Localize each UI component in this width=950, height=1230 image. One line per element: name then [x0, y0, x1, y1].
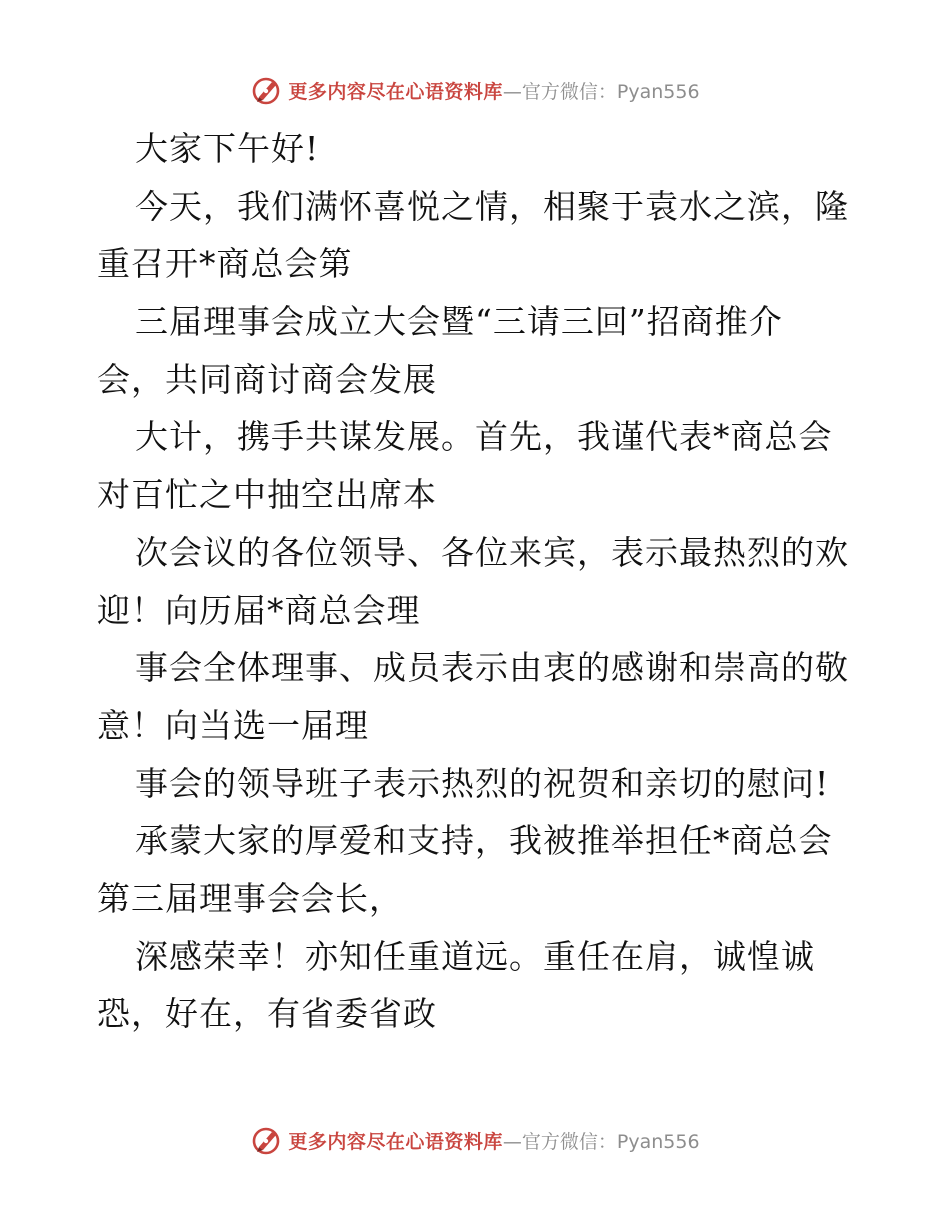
- body-line: 第三届理事会会长，: [97, 878, 403, 918]
- body-line: 事会的领导班子表示热烈的祝贺和亲切的慰问!: [135, 763, 830, 803]
- body-line: 事会全体理事、成员表示由衷的感谢和崇高的敬: [135, 648, 849, 688]
- body-line: 大家下午好!: [135, 129, 320, 168]
- footer-banner-wechat: —官方微信：Pyan556: [502, 1130, 700, 1153]
- body-line: 会，共同商讨商会发展: [97, 359, 437, 399]
- pen-logo-icon: [250, 74, 282, 106]
- body-line: 承蒙大家的厚爱和支持，我被推举担任*商总会: [135, 821, 833, 861]
- body-line: 三届理事会成立大会暨“三请三回”招商推介: [135, 302, 783, 342]
- header-banner-text: [288, 77, 699, 104]
- body-line: 次会议的各位领导、各位来宾，表示最热烈的欢: [135, 532, 849, 572]
- body-line: 意！向当选一届理: [97, 705, 369, 745]
- header-banner: [0, 70, 950, 110]
- body-line: 对百忙之中抽空出席本: [97, 475, 437, 515]
- pen-logo-icon: [250, 1124, 282, 1156]
- speech-body: [97, 120, 867, 1043]
- body-line: 深感荣幸！亦知任重道远。重任在肩，诚惶诚: [135, 936, 815, 976]
- footer-banner-title: 更多内容尽在心语资料库: [288, 1130, 503, 1153]
- body-line: 大计，携手共谋发展。首先，我谨代表*商总会: [135, 417, 833, 457]
- body-line: 迎！向历届*商总会理: [97, 590, 421, 630]
- body-line: 今天，我们满怀喜悦之情，相聚于袁水之滨，隆: [135, 186, 849, 226]
- header-banner-title: 更多内容尽在心语资料库: [288, 80, 503, 103]
- body-line: 重召开*商总会第: [97, 244, 353, 284]
- footer-banner-text: [288, 1127, 699, 1154]
- body-line: 恐，好在，有省委省政: [97, 994, 437, 1034]
- header-banner-wechat: —官方微信：Pyan556: [502, 80, 700, 103]
- footer-banner: [0, 1120, 950, 1160]
